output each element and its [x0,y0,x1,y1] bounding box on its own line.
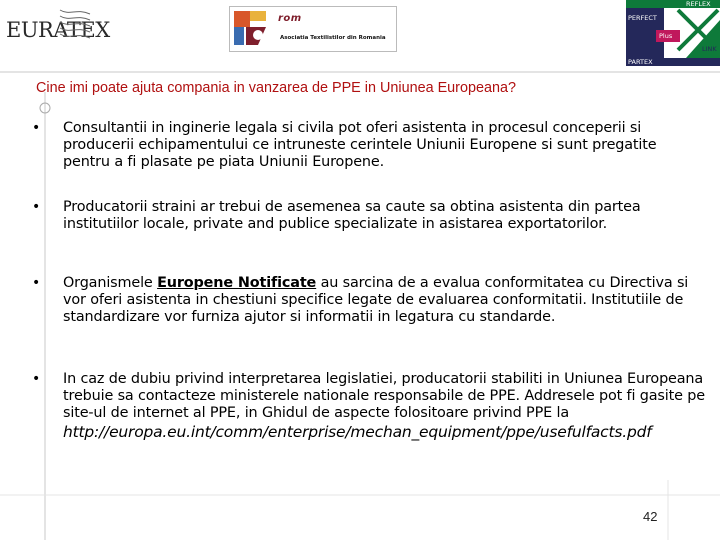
partex-reflex-label: REFLEX [686,0,711,8]
page-number: 42 [643,509,658,524]
bullet-text: Consultantii in inginerie legala si civila pot oferi asistenta in procesul conceperii si producerii echipamentului ce intruneste cerintele Uniunii Europene si sunt pregatite pentru a fi plasate pe piata Uniunii Europene. [63,120,657,170]
bullet-text-post: au sarcina de a evalua conformitatea cu Directiva si vor oferi asistenta in chestiuni specifice legate de evaluarea conformitatii. Institutiile de standardizare vor furniza ajutor si informatii in legatura cu standarde. [63,275,689,325]
bullet-dot-icon: • [32,275,41,291]
euratex-lines-icon [58,6,92,44]
bullet-text: In caz de dubiu privind interpretarea legislatiei, producatorii stabiliti in Uniunea Europeana trebuie sa contacteze ministerele nationale responsabile de PPE. Addresele pot fi gasite pe site-ul de internet al PPE, in Ghidul de aspecte folositoare privind PPE la [63,371,705,421]
bullet-item-legislation-doubts [30,371,720,441]
euratex-logo-text: EURATEX [6,18,110,42]
euratex-logo [6,6,110,44]
partex-plus-label: Plus [659,32,673,40]
partex-logo-graphic [626,0,720,66]
artrom-mark-icon [232,9,272,49]
bullet-dot-icon: • [32,199,41,215]
artrom-logo-tagline: Asociatia Textilistilor din Romania [280,35,386,41]
bullet-text: Producatorii straini ar trebui de asemenea sa caute sa obtina asistenta din partea institutiilor locale, private and publice specializate in asistarea exportatorilor. [63,199,641,232]
bullet-dot-icon: • [32,120,41,136]
usefulfacts-link[interactable]: http://europa.eu.int/comm/enterprise/mechan_equipment/ppe/usefulfacts.pdf [63,423,652,441]
bullet-item-foreign-producers [30,199,703,233]
partex-perfect-label: PERFECT [628,14,657,22]
slide-title: Cine imi poate ajuta compania in vanzarea de PPE in Uniunea Europeana? [36,80,516,96]
artrom-logo-name: rom [278,13,302,24]
bullet-dot-icon: • [32,371,41,387]
partex-bottom-label: PARTEX [628,58,653,66]
artrom-logo [229,6,397,52]
bullet-emphasis: Europene Notificate [157,275,317,291]
partex-logo [626,0,720,66]
bullet-item-notified-bodies [30,275,703,326]
partex-link-label: LINK [702,45,717,53]
bullet-item-consultants [30,120,703,171]
bullet-text-pre: Organismele [63,275,158,291]
